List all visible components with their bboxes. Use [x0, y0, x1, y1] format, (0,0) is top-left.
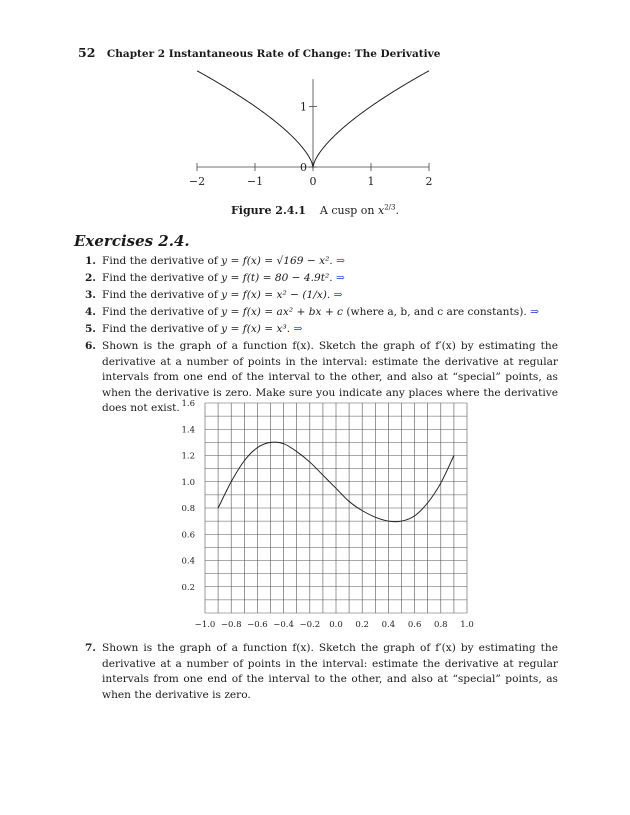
exercise-number: 7.	[84, 642, 96, 654]
exercise-number: 1.	[84, 255, 96, 267]
caption-end: .	[395, 204, 399, 217]
exercise-math: y = f(t) = 80 − 4.9t².	[221, 272, 333, 284]
x-tick-label: 0.2	[355, 620, 369, 630]
x-tick-label: 0.0	[329, 620, 343, 630]
caption-math: x	[378, 204, 385, 217]
y-tick-label: 0.6	[181, 530, 195, 541]
x-tick-label: 2	[425, 175, 433, 188]
chapter-title: Chapter 2 Instantaneous Rate of Change: The Derivative	[106, 48, 441, 60]
answer-arrow-link[interactable]: ⇒	[336, 272, 345, 284]
x-tick-label: −1	[246, 175, 264, 188]
y-tick-label: 1	[300, 100, 307, 114]
exercise-text: Find the derivative of	[102, 289, 218, 301]
x-tick-label: −2	[188, 175, 206, 188]
x-tick-label: 0	[309, 175, 317, 188]
exercise-text: Shown is the graph of a function f(x). Sketch the graph of f′(x) by estimating the derivative at a number of points in the interval: estimate the derivative at regular intervals from one end of the interval to the other, and also at “special” points, as when the derivative is zero.	[102, 642, 558, 701]
exercise-math: y = f(x) = ax² + bx + c	[221, 306, 343, 318]
x-tick-label: −1.0	[194, 620, 216, 630]
exercise-text: Find the derivative of	[102, 272, 218, 284]
exercise-number: 2.	[84, 272, 96, 284]
answer-arrow-link[interactable]: ⇒	[293, 323, 303, 335]
x-tick-label: −0.8	[220, 620, 242, 630]
answer-arrow-link[interactable]: ⇒	[530, 306, 539, 318]
exercise-text: Find the derivative of	[102, 306, 218, 318]
x-tick-label: 1.0	[460, 620, 474, 630]
x-tick-label: 1	[367, 175, 375, 188]
y-tick-label: 0.4	[181, 556, 195, 567]
page-header	[78, 45, 440, 60]
y-tick-label: 1.2	[181, 451, 195, 462]
function-graph	[170, 398, 480, 638]
y-tick-label: 1.6	[181, 399, 195, 409]
x-tick-label: 0.8	[434, 620, 448, 630]
exercise-text: Shown is the graph of a function f(x). Sketch the graph of f′(x) by estimating the derivative at a number of points in the interval: estimate the derivative at regular intervals from one end of the interval to the other, and also at “special” points, as when the derivative is zero. Make sure you indicate any places where the derivative does not exist.	[102, 340, 558, 414]
y-tick-label: 0.2	[181, 582, 195, 593]
page-number: 52	[78, 45, 96, 60]
exercise-math: y = f(x) = √169 − x².	[221, 255, 333, 267]
y-tick-label: 0.8	[181, 504, 195, 514]
answer-arrow-link[interactable]: ⇒	[336, 255, 345, 267]
exercise-math: y = f(x) = x² − (1/x).	[221, 289, 331, 301]
exercise-number: 5.	[84, 323, 96, 335]
figure-number: Figure 2.4.1	[231, 204, 306, 217]
x-tick-label: 0.4	[381, 620, 396, 630]
exercise-number: 4.	[84, 306, 96, 318]
x-tick-label: −0.2	[299, 620, 321, 630]
exercise-number: 3.	[84, 289, 96, 301]
exercise-math: y = f(x) = x³.	[221, 323, 291, 335]
y-tick-label: 1.4	[181, 425, 195, 436]
exercise-number: 6.	[84, 340, 96, 352]
exercise-text: Find the derivative of	[102, 255, 218, 267]
cusp-figure	[180, 60, 450, 195]
x-tick-label: −0.6	[247, 620, 268, 630]
figure-caption	[0, 204, 630, 217]
figure-caption-text: A cusp on	[319, 204, 375, 217]
x-tick-label: 0.6	[407, 620, 422, 630]
exercise-text-post: (where a, b, and c are constants).	[346, 306, 527, 318]
y-tick-label: 0	[300, 161, 307, 174]
caption-exponent: 2/3	[384, 203, 396, 212]
x-tick-label: −0.4	[273, 620, 294, 630]
answer-arrow-link[interactable]: ⇒	[333, 289, 343, 301]
y-tick-label: 1.0	[181, 477, 195, 488]
section-heading: Exercises 2.4.	[74, 232, 190, 250]
exercise-text: Find the derivative of	[102, 323, 218, 335]
